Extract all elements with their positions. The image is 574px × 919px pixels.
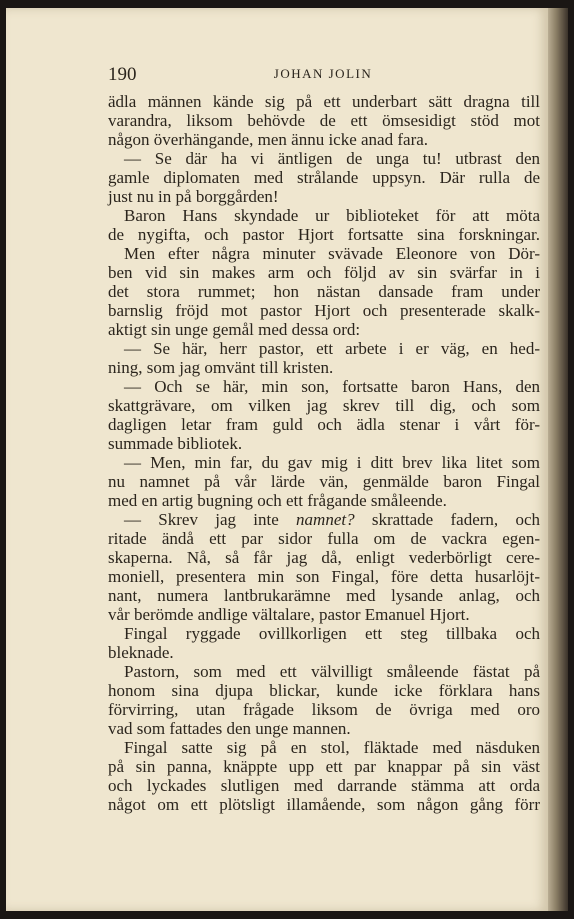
text-line: — Men, min far, du gav mig i ditt brev lika litet som xyxy=(124,453,540,472)
text-line: ning, som jag omvänt till kristen. xyxy=(108,358,334,377)
text-line: ben vid sin makes arm och följd av sin svärfar in i xyxy=(108,263,540,282)
emphasized-word: namnet? xyxy=(296,510,355,529)
text-line: och lyckades slutligen med darrande stämma att orda xyxy=(108,776,540,795)
text-line: vår berömde andlige vältalare, pastor Emanuel Hjort. xyxy=(108,605,470,624)
book-spine-edge xyxy=(548,8,568,911)
text-line: bleknade. xyxy=(108,643,174,662)
text-line: förvirring, utan frågade liksom de övriga med oro xyxy=(108,700,540,719)
text-line: ritade ändå ett par sidor fulla om de vackra egen- xyxy=(108,529,540,548)
text-line: honom sina djupa blickar, kunde icke förklara hans xyxy=(108,681,540,700)
text-line: aktigt sin unge gemål med dessa ord: xyxy=(108,320,361,339)
text-line: Baron Hans skyndade ur biblioteket för att möta xyxy=(124,206,540,225)
text-segment: — Skrev jag inte xyxy=(124,510,297,529)
text-line: — Och se här, min son, fortsatte baron Hans, den xyxy=(124,377,540,396)
text-line: gamle diplomaten med strålande uppsyn. Där rulla de xyxy=(108,168,540,187)
page-header xyxy=(108,64,538,88)
text-line: nu namnet på vår lärde vän, genmälde baron Fingal xyxy=(108,472,540,491)
text-line: varandra, liksom behövde de ett ömsesidigt stöd mot xyxy=(108,111,540,130)
text-line: nant, numera lantbrukarämne med lysande anlag, och xyxy=(108,586,540,605)
text-line: de nygifta, och pastor Hjort fortsatte sina forskningar. xyxy=(108,225,540,244)
body-text xyxy=(108,92,540,814)
text-line: — Se där ha vi äntligen de unga tu! utbrast den xyxy=(124,149,540,168)
text-line: något om ett plötsligt illamående, som någon gång förr xyxy=(108,795,540,814)
text-line: Men efter några minuter svävade Eleonore von Dör- xyxy=(124,244,540,263)
text-line: på sin panna, knäppte upp ett par knappar på sin väst xyxy=(108,757,540,776)
text-line: summade bibliotek. xyxy=(108,434,243,453)
text-line: vad som fattades den unge mannen. xyxy=(108,719,351,738)
text-line: det stora rummet; hon nästan dansade fram under xyxy=(108,282,540,301)
text-line: just nu in på borggården! xyxy=(108,187,279,206)
page-number: 190 xyxy=(108,64,137,85)
text-line: Fingal satte sig på en stol, fläktade med näsduken xyxy=(124,738,540,757)
text-line: — Se här, herr pastor, ett arbete i er väg, en hed- xyxy=(124,339,540,358)
text-line: Fingal ryggade ovillkorligen ett steg tillbaka och xyxy=(124,624,540,643)
running-head: JOHAN JOLIN xyxy=(273,66,373,81)
text-segment: skrattade fadern, och xyxy=(354,510,540,529)
text-line: Pastorn, som med ett välvilligt småleende fästat på xyxy=(124,662,540,681)
text-line: skattgrävare, om vilken jag skrev till dig, och som xyxy=(108,396,540,415)
text-line: barnslig fröjd mot pastor Hjort och presenterade skalk- xyxy=(108,301,540,320)
text-line: dagligen letar fram guld och ädla stenar i vårt för- xyxy=(108,415,540,434)
text-line: ädla männen kände sig på ett underbart sätt dragna till xyxy=(108,92,540,111)
text-line: med en artig bugning och ett frågande småleende. xyxy=(108,491,447,510)
text-line xyxy=(108,510,540,529)
text-line: moniell, presentera min son Fingal, före detta husarlöjt- xyxy=(108,567,540,586)
text-line: någon överhängande, men ännu icke anad fara. xyxy=(108,130,429,149)
text-line: skaperna. Nå, så får jag då, enligt vederbörligt cere- xyxy=(108,548,540,567)
